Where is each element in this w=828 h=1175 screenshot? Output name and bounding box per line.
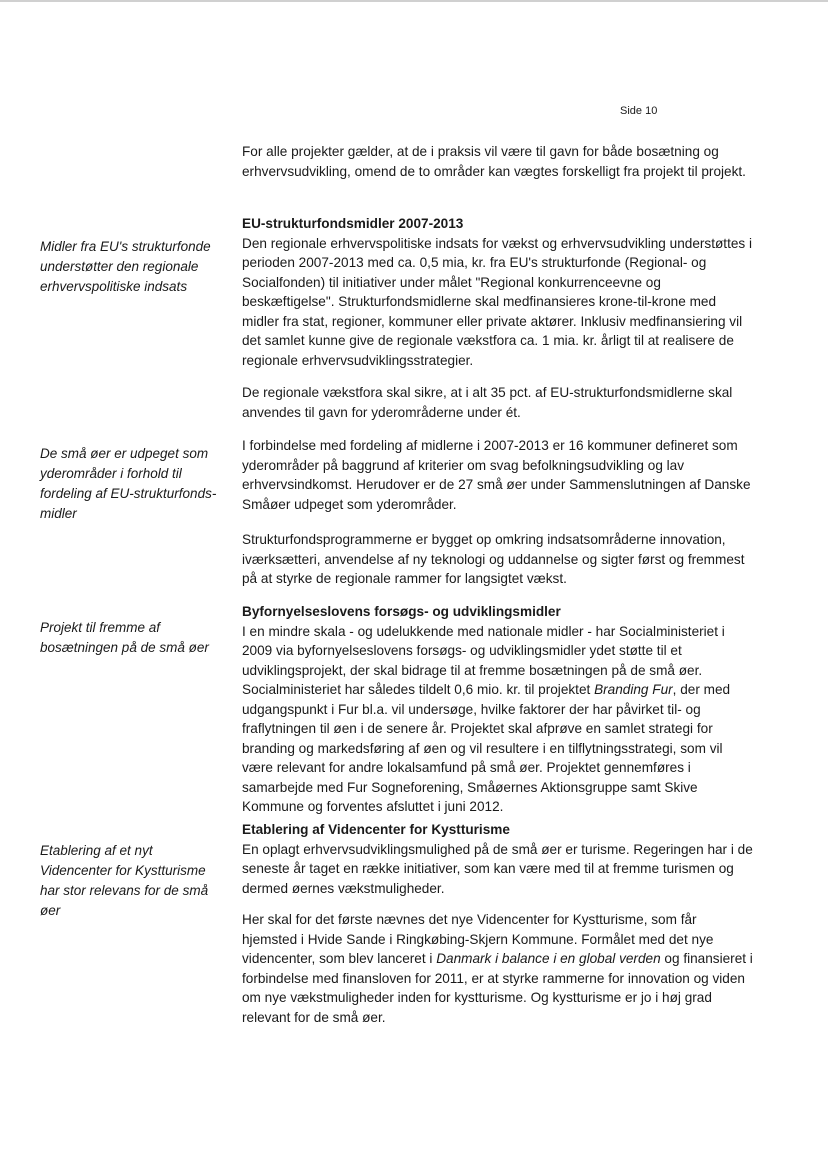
margin-note-settlement-project: Projekt til fremme af bosætningen på de små øer <box>40 620 209 655</box>
urban-renewal-heading: Byfornyelseslovens forsøgs- og udviklingsmidler <box>242 604 561 619</box>
eu-funds-paragraph-4: Strukturfondsprogrammerne er bygget op omkring indsatsområderne innovation, iværksætteri, anvendelse af ny teknologi og uddannelse og sigter først og fremmest på at styrke de regionale rammer for langsigtet vækst. <box>242 532 745 586</box>
intro-section <box>242 142 754 181</box>
coastal-tourism-text-end: og finansieret i forbindelse med finansloven for 2011, er at styrke rammerne for innovation og viden om nye vækstmuligheder inden for kystturisme. Og kystturisme er jo i høj grad relevant for de små øer. <box>242 951 753 1025</box>
urban-renewal-text-start: I en mindre skala - og udelukkende med nationale midler - har Socialministeriet i 2009 via byfornyelseslovens forsøgs- og udviklingsmidler ydet støtte til et udviklingsprojekt, der skal bidrage til at fremme bosætningen på de små øer. Socialministeriet har således tildelt 0,6 mio. kr. til projektet <box>242 623 725 697</box>
margin-note-coastal-tourism: Etablering af et nyt Videncenter for Kystturisme har stor relevans for de små øer <box>40 843 209 918</box>
urban-renewal-section <box>242 602 754 817</box>
eu-funds-paragraph-3: I forbindelse med fordeling af midlerne i 2007-2013 er 16 kommuner defineret som yderområder på baggrund af kriterier om svag befolkningsudvikling og lav erhvervsindkomst. Herudover er de 27 små øer under Sammenslutningen af Danske Småøer udpeget som yderområder. <box>242 438 751 512</box>
coastal-tourism-section <box>242 820 754 898</box>
eu-funds-paragraph-1: Den regionale erhvervspolitiske indsats for vækst og erhvervsudvikling understøttes i perioden 2007-2013 med ca. 0,5 mia, kr. fra EU's strukturfonde (Regional- og Socialfonden) til initiativer under målet "Regional konkurrenceevne og beskæftigelse". Strukturfondsmidlerne skal medfinansieres krone-til-krone med midler fra stat, regioner, kommuner eller private aktører. Inklusiv medfinansiering vil det samlet kunne give de regionale vækstfora ca. 1 mia. kr. årligt til at realisere de regionale erhvervsudviklingsstrategier. <box>242 235 752 368</box>
margin-note-eu-funds: Midler fra EU's strukturfonde understøtter den regionale erhvervspolitiske indsats <box>40 239 211 294</box>
eu-funds-heading: EU-strukturfondsmidler 2007-2013 <box>242 216 464 231</box>
project-name-branding-fur: Branding Fur <box>594 682 673 697</box>
intro-paragraph: For alle projekter gælder, at de i praksis vil være til gavn for både bosætning og erhvervsudvikling, omend de to områder kan vægtes forskelligt fra projekt til projekt. <box>242 144 746 179</box>
eu-funds-section <box>242 214 754 370</box>
coastal-tourism-section-2 <box>242 910 754 1027</box>
coastal-tourism-paragraph-2 <box>242 910 754 1027</box>
coastal-tourism-heading: Etablering af Videncenter for Kystturisme <box>242 822 510 837</box>
urban-renewal-paragraph <box>242 622 754 817</box>
eu-funds-section-2 <box>242 383 754 422</box>
page-top-edge <box>0 0 828 2</box>
margin-note-outer-areas: De små øer er udpeget som yderområder i forhold til fordeling af EU-strukturfonds-midler <box>40 446 217 521</box>
eu-funds-section-3 <box>242 436 754 514</box>
page-number: Side 10 <box>620 105 658 117</box>
eu-funds-paragraph-2: De regionale vækstfora skal sikre, at i alt 35 pct. af EU-strukturfondsmidlerne skal anvendes til gavn for yderområderne under ét. <box>242 385 733 420</box>
eu-funds-section-4 <box>242 530 754 589</box>
coastal-tourism-text-start: Her skal for det første nævnes det nye Videncenter for Kystturisme, som får hjemsted i Hvide Sande i Ringkøbing-Skjern Kommune. Formålet med det nye videncenter, som blev lanceret i <box>242 912 714 966</box>
coastal-tourism-paragraph-1: En oplagt erhvervsudviklingsmulighed på de små øer er turisme. Regeringen har i de seneste år taget en række initiativer, som kan være med til at fremme turismen og dermed øernes vækstmuligheder. <box>242 841 753 896</box>
publication-title: Danmark i balance i en global verden <box>436 951 661 966</box>
urban-renewal-text-end: , der med udgangspunkt i Fur bl.a. vil undersøge, hvilke faktorer der har påvirket til- og fraflytningen til øen i de senere år. Projektet skal afprøve en samlet strategi for branding og markedsføring af øen og vil resultere i en tilflytningsstrategi, som vil være relevant for andre lokalsamfund på små øer. Projektet gennemføres i samarbejde med Fur Sogneforening, Småøernes Aktionsgruppe samt Skive Kommune og forventes afsluttet i juni 2012. <box>242 682 731 814</box>
